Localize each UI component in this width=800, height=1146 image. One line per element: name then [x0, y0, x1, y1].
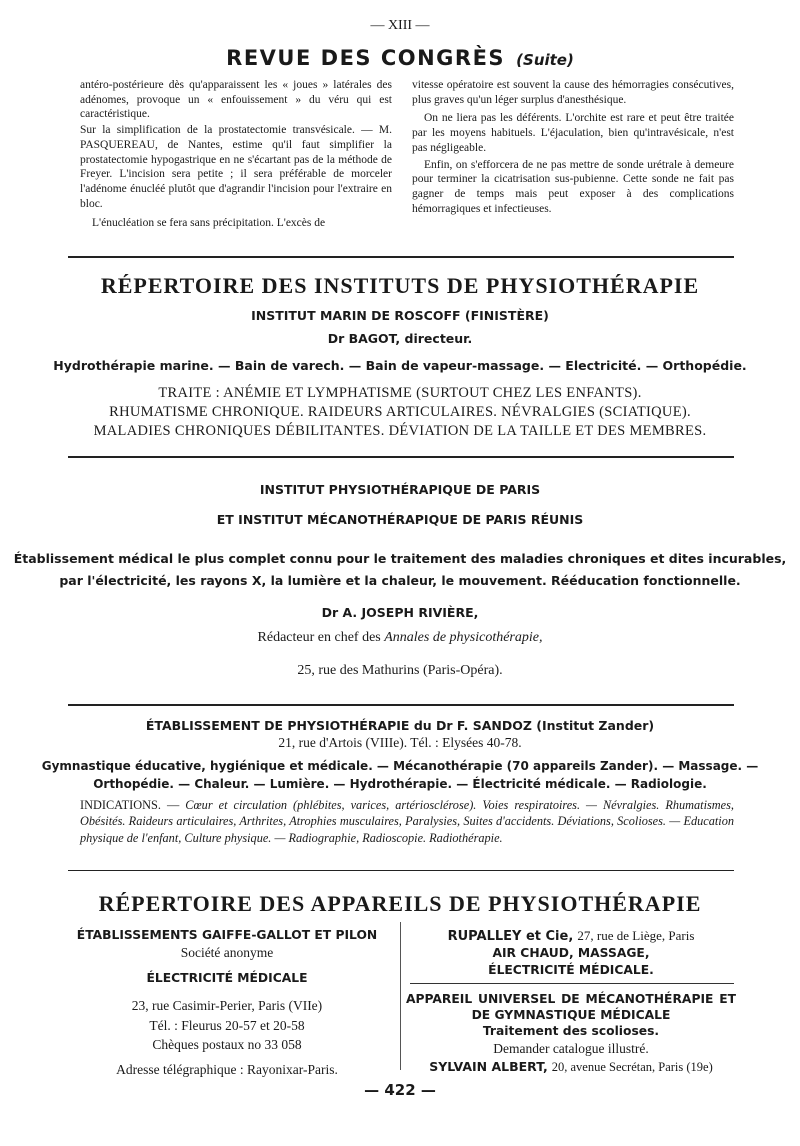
universel-catalogue: Demander catalogue illustré. [493, 1041, 649, 1056]
indications-text: Cœur et circulation (phlébites, varices, artériosclérose). Voies respiratoires. — Névralgies. Rhumatismes, Obésités. Raideurs articulaires, Arthrites, Atrophies musculaires, Paralysies, Suites d'accidents. Déviations, Scolioses. — Education physique de l'enfant, Culture physique. — Radiographie, Radioscopie. Radiothérapie. [80, 798, 734, 845]
treatment-line: TRAITE : ANÉMIE ET LYMPHATISME (SURTOUT CHEZ LES ENFANTS). [158, 385, 642, 401]
paris-doctor-role [0, 630, 800, 646]
roscoff-services: Hydrothérapie marine. — Bain de varech. — Bain de vapeur-massage. — Electricité. — Orthopédie. [53, 358, 747, 373]
page-number: — 422 — [364, 1081, 436, 1099]
section-title: REVUE DES CONGRÈS [226, 46, 506, 70]
role-prefix: Rédacteur en chef des [257, 630, 381, 645]
paris-address: 25, rue des Mathurins (Paris-Opéra). [297, 663, 503, 678]
journal-name: Annales de physicothérapie, [384, 630, 543, 645]
divider [68, 870, 734, 871]
divider [68, 256, 734, 258]
roscoff-treatments [0, 384, 800, 441]
divider [410, 983, 734, 984]
universel-address: 20, avenue Secrétan, Paris (19e) [551, 1060, 713, 1074]
gaiffe-phone: Tél. : Fleurus 20-57 et 20-58 [149, 1018, 305, 1033]
paris-institute-description-2: par l'électricité, les rayons X, la lumière et la chaleur, le mouvement. Rééducation fonctionnelle. [59, 573, 741, 588]
paris-doctor: Dr A. JOSEPH RIVIÈRE, [321, 605, 479, 620]
divider [68, 456, 734, 458]
indications-label: INDICATIONS. — [80, 798, 180, 812]
sandoz-name: ÉTABLISSEMENT DE PHYSIOTHÉRAPIE du Dr F. SANDOZ (Institut Zander) [145, 718, 655, 733]
rupalley-specialty: ÉLECTRICITÉ MÉDICALE. [488, 963, 654, 977]
services-line: Gymnastique éducative, hygiénique et médicale. — Mécanothérapie (70 appareils Zander). — Massage. — [41, 759, 759, 773]
article-paragraph: vitesse opératoire est souvent la cause des hémorragies consécutives, plus graves qu'un léger surplus d'anesthésique. [412, 79, 734, 106]
page-roman-number: — XIII — [370, 18, 430, 33]
rupalley-address: 27, rue de Liège, Paris [577, 928, 695, 943]
paris-institute-name: INSTITUT PHYSIOTHÉRAPIQUE DE PARIS [259, 482, 541, 497]
roscoff-director: Dr BAGOT, directeur. [327, 331, 473, 346]
rupalley-name: RUPALLEY et Cie, [447, 929, 574, 944]
gaiffe-name: ÉTABLISSEMENTS GAIFFE-GALLOT ET PILON [76, 928, 378, 942]
gaiffe-postal: Chèques postaux no 33 058 [152, 1037, 302, 1052]
treatment-line: MALADIES CHRONIQUES DÉBILITANTES. DÉVIATION DE LA TAILLE ET DES MEMBRES. [93, 423, 707, 439]
universel-title: APPAREIL UNIVERSEL DE MÉCANOTHÉRAPIE ET DE GYMNASTIQUE MÉDICALE [406, 992, 736, 1022]
instituts-heading: RÉPERTOIRE DES INSTITUTS DE PHYSIOTHÉRAPIE [100, 273, 700, 298]
gaiffe-telegraph: Adresse télégraphique : Rayonixar-Paris. [116, 1062, 338, 1077]
article-paragraph: On ne liera pas les déférents. L'orchite est rare et peut être traitée par les moyens habituels. L'éjaculation, bien qu'intravésicale, n'est pas négligeable. [412, 112, 734, 154]
article-paragraph: L'énucléation se fera sans précipitation. L'excès de [92, 217, 326, 230]
universel-listing [406, 991, 736, 1076]
gaiffe-specialty: ÉLECTRICITÉ MÉDICALE [146, 971, 308, 985]
paris-institute-description: Établissement médical le plus complet connu pour le traitement des maladies chroniques et dites incurables, [13, 551, 787, 566]
rupalley-services: AIR CHAUD, MASSAGE, [492, 946, 650, 960]
gaiffe-listing [62, 927, 392, 1079]
universel-sub: Traitement des scolioses. [482, 1024, 660, 1038]
article-paragraph: Sur la simplification de la prostatectomie transvésicale. — M. PASQUEREAU, de Nantes, estime qu'il faut simplifier la prostatectomie hypogastrique en ne s'écartant pas de la méthode de Freyer. L'incision sera petite ; il sera préférable de morceler l'adénome énucléé plutôt que d'agrandir l'incision pour l'extraire en bloc. [80, 124, 392, 210]
section-title-suffix: (Suite) [516, 51, 574, 69]
appareils-heading: RÉPERTOIRE DES APPAREILS DE PHYSIOTHÉRAPIE [98, 891, 702, 916]
article-paragraph: Enfin, on s'efforcera de ne pas mettre de sonde urétrale à demeure pour terminer la cicatrisation sus-pubienne. Cette sonde ne fait pas gagner de temps mais peut exposer à des complications hémorragiques et infectieuses. [412, 158, 734, 215]
sandoz-services [0, 757, 800, 793]
services-line: Orthopédie. — Chaleur. — Lumière. — Hydrothérapie. — Électricité médicale. — Radiologie. [93, 777, 707, 791]
article-left-column [80, 78, 392, 231]
article-paragraph: antéro-postérieure dès qu'apparaissent les « joues » latérales des adénomes, provoque un « enfouissement » du véru qui est caractéristique. [80, 79, 392, 121]
treatment-line: RHUMATISME CHRONIQUE. RAIDEURS ARTICULAIRES. NÉVRALGIES (SCIATIQUE). [109, 404, 691, 420]
sandoz-indications [80, 797, 734, 846]
sandoz-address: 21, rue d'Artois (VIIIe). Tél. : Elysées 40-78. [278, 735, 522, 750]
article-right-column [412, 78, 734, 216]
section-header [0, 46, 800, 70]
divider [68, 704, 734, 706]
universel-maker: SYLVAIN ALBERT, [429, 1059, 548, 1074]
rupalley-listing [406, 927, 736, 979]
paris-institute-name-2: ET INSTITUT MÉCANOTHÉRAPIQUE DE PARIS RÉUNIS [216, 512, 584, 527]
gaiffe-address: 23, rue Casimir-Perier, Paris (VIIe) [131, 998, 323, 1013]
roscoff-name: INSTITUT MARIN DE ROSCOFF (FINISTÈRE) [251, 308, 549, 323]
column-divider [400, 922, 401, 1070]
gaiffe-company: Société anonyme [180, 945, 274, 960]
